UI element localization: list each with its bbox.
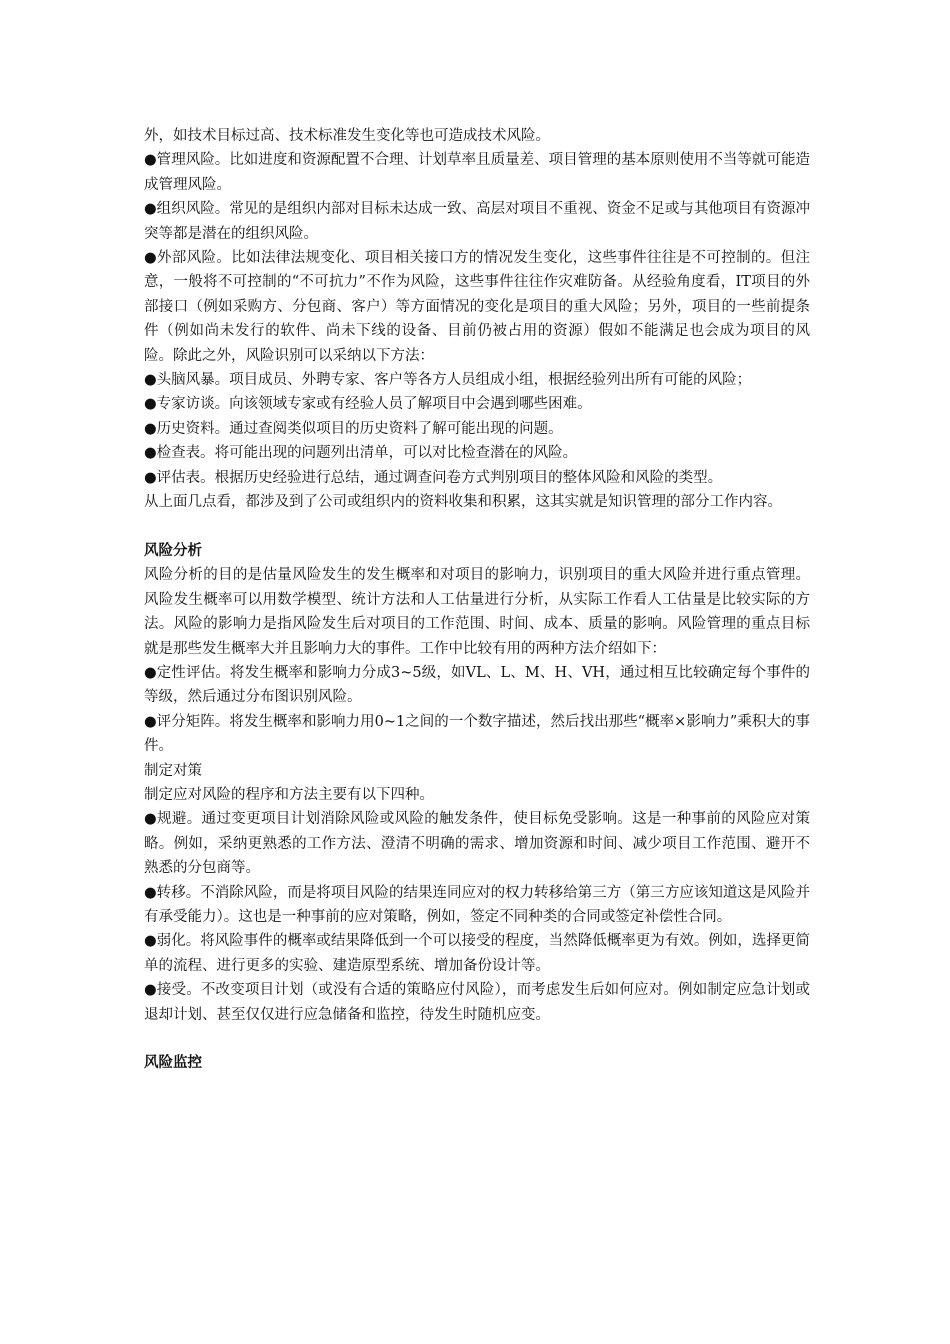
document-page bbox=[144, 124, 810, 1076]
paragraph-summary: 从上面几点看，都涉及到了公司或组织内的资料收集和积累，这其实就是知识管理的部分工作内容。 bbox=[144, 494, 782, 511]
heading-countermeasures: 制定对策 bbox=[144, 762, 202, 779]
bullet-qualitative-assessment: ●定性评估。将发生概率和影响力分成3~5级，如VL、L、M、H、VH，通过相互比较确定每个事件的等级，然后通过分布图识别风险。 bbox=[144, 664, 810, 706]
section-spacer bbox=[144, 1027, 810, 1051]
bullet-external-risk: ●外部风险。比如法律法规变化、项目相关接口方的情况发生变化，这些事件往往是不可控制的。但注意，一般将不可控制的“不可抗力”不作为风险，这些事件往往作灾难防备。从经验角度看，IT项目的外部接口（例如采购方、分包商、客户）等方面情况的变化是项目的重大风险；另外，项目的一些前提条件（例如尚未发行的软件、尚未下线的设备、目前仍被占用的资源）假如不能满足也会成为项目的风险。除此之外，风险识别可以采纳以下方法： bbox=[144, 250, 810, 364]
bullet-history-data: ●历史资料。通过查阅类似项目的历史资料了解可能出现的问题。 bbox=[144, 420, 563, 437]
paragraph-countermeasures-intro: 制定应对风险的程序和方法主要有以下四种。 bbox=[144, 786, 434, 803]
bullet-management-risk: ●管理风险。比如进度和资源配置不合理、计划草率且质量差、项目管理的基本原则使用不当等就可能造成管理风险。 bbox=[144, 152, 810, 193]
heading-risk-monitoring: 风险监控 bbox=[144, 1054, 202, 1072]
bullet-checklist: ●检查表。将可能出现的问题列出清单，可以对比检查潜在的风险。 bbox=[144, 445, 578, 462]
paragraph-risk-analysis-intro: 风险分析的目的是估量风险发生的发生概率和对项目的影响力，识别项目的重大风险并进行重点管理。风险发生概率可以用数学模型、统计方法和人工估量进行分析，从实际工作看人工估量是比较实际的方法。风险的影响力是指风险发生后对项目的工作范围、时间、成本、质量的影响。风险管理的重点目标就是那些发生概率大并且影响力大的事件。工作中比较有用的两种方法介绍如下： bbox=[144, 567, 810, 657]
heading-risk-analysis: 风险分析 bbox=[144, 541, 202, 559]
bullet-scoring-matrix: ●评分矩阵。将发生概率和影响力用0~1之间的一个数字描述，然后找出那些“概率×影响力”乘积大的事件。 bbox=[144, 713, 810, 755]
bullet-assessment-form: ●评估表。根据历史经验进行总结，通过调查问卷方式判别项目的整体风险和风险的类型。 bbox=[144, 469, 723, 486]
bullet-transfer: ●转移。不消除风险，而是将项目风险的结果连同应对的权力转移给第三方（第三方应该知道这是风险并有承受能力）。这也是一种事前的应对策略，例如，签定不同种类的合同或签定补偿性合同。 bbox=[144, 884, 810, 925]
bullet-avoid: ●规避。通过变更项目计划消除风险或风险的触发条件，使目标免受影响。这是一种事前的风险应对策略。例如，采纳更熟悉的工作方法、澄清不明确的需求、增加资源和时间、减少项目工作范围、避开不熟悉的分包商等。 bbox=[144, 811, 810, 877]
section-spacer bbox=[144, 515, 810, 539]
bullet-mitigate: ●弱化。将风险事件的概率或结果降低到一个可以接受的程度，当然降低概率更为有效。例如，选择更简单的流程、进行更多的实验、建造原型系统、增加备份设计等。 bbox=[144, 933, 810, 974]
bullet-accept: ●接受。不改变项目计划（或没有合适的策略应付风险），而考虑发生后如何应对。例如制定应急计划或退却计划、甚至仅仅进行应急储备和监控，待发生时随机应变。 bbox=[144, 982, 810, 1023]
bullet-organization-risk: ●组织风险。常见的是组织内部对目标未达成一致、高层对项目不重视、资金不足或与其他项目有资源冲突等都是潜在的组织风险。 bbox=[144, 201, 810, 242]
bullet-expert-interview: ●专家访谈。向该领域专家或有经验人员了解项目中会遇到哪些困难。 bbox=[144, 396, 592, 413]
paragraph-technical-risk-continuation: 外，如技术目标过高、技术标准发生变化等也可造成技术风险。 bbox=[144, 128, 550, 144]
bullet-brainstorm: ●头脑风暴。项目成员、外聘专家、客户等各方人员组成小组，根据经验列出所有可能的风险； bbox=[144, 372, 752, 389]
